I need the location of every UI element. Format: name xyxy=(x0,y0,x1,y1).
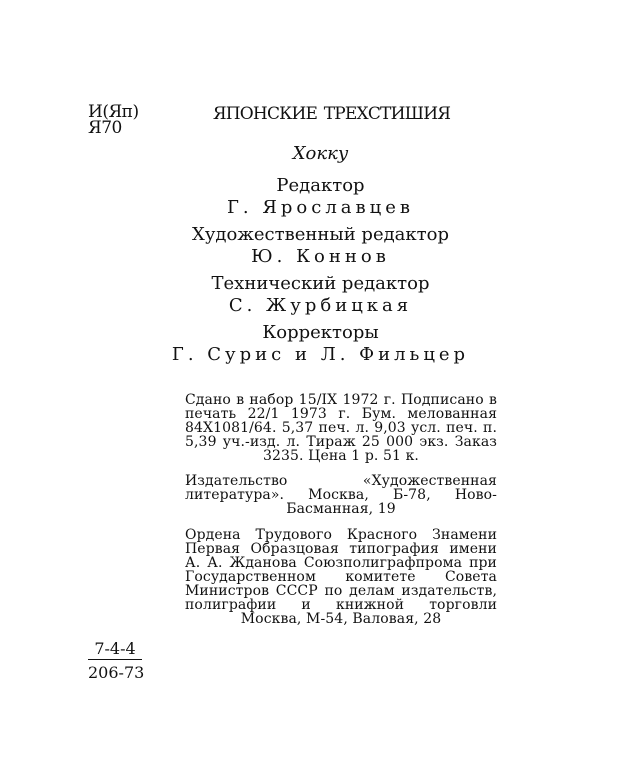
credit-role: Редактор xyxy=(276,175,365,196)
credit-role: Художественный редактор xyxy=(192,224,449,245)
credit-tech-editor xyxy=(20,273,621,317)
catalog-code-numerator: 7-4-4 xyxy=(88,640,142,660)
credit-role: Корректоры xyxy=(262,322,379,343)
credit-editor xyxy=(20,175,621,219)
credit-name: Г. Ярославцев xyxy=(227,197,414,218)
classification-line-1: И(Яп) xyxy=(88,102,139,122)
catalog-code-denominator: 206-73 xyxy=(88,663,145,682)
printer-info-text: Ордена Трудового Красного Знамени Первая Образцовая типография имени А. А. Жданова Союзполиграфпрома при Государственном комитете Совета Министров СССР по делам издательств, полиграфии и книжной торговли Москва, М-54, Валовая, 28 xyxy=(185,527,497,627)
publisher-info-text: Издательство «Художественная литература». Москва, Б-78, Ново-Басманная, 19 xyxy=(185,473,497,517)
catalog-code xyxy=(88,640,144,682)
credit-name: Ю. Коннов xyxy=(251,246,390,267)
book-title: ЯПОНСКИЕ ТРЕХСТИШИЯ xyxy=(212,104,451,124)
credit-proofreaders xyxy=(20,322,621,366)
credits-block xyxy=(0,175,621,371)
credit-name: С. Журбицкая xyxy=(228,295,413,316)
book-subtitle: Хокку xyxy=(292,143,349,164)
printing-details-text: Сдано в набор 15/IX 1972 г. Подписано в печать 22/1 1973 г. Бум. мелованная 84X1081/64. 5,37 печ. л. 9,03 усл. печ. п. 5,39 уч.-изд. л. Тираж 25 000 экз. Заказ 3235. Цена 1 р. 51 к. xyxy=(185,392,497,464)
credit-art-editor xyxy=(20,224,621,268)
classification-line-2: Я70 xyxy=(88,118,122,138)
printer-info xyxy=(185,528,497,626)
publisher-info xyxy=(185,474,497,516)
printing-details xyxy=(185,393,497,463)
credit-role: Технический редактор xyxy=(211,273,430,294)
credit-name: Г. Сурис и Л. Фильцер xyxy=(171,344,470,365)
